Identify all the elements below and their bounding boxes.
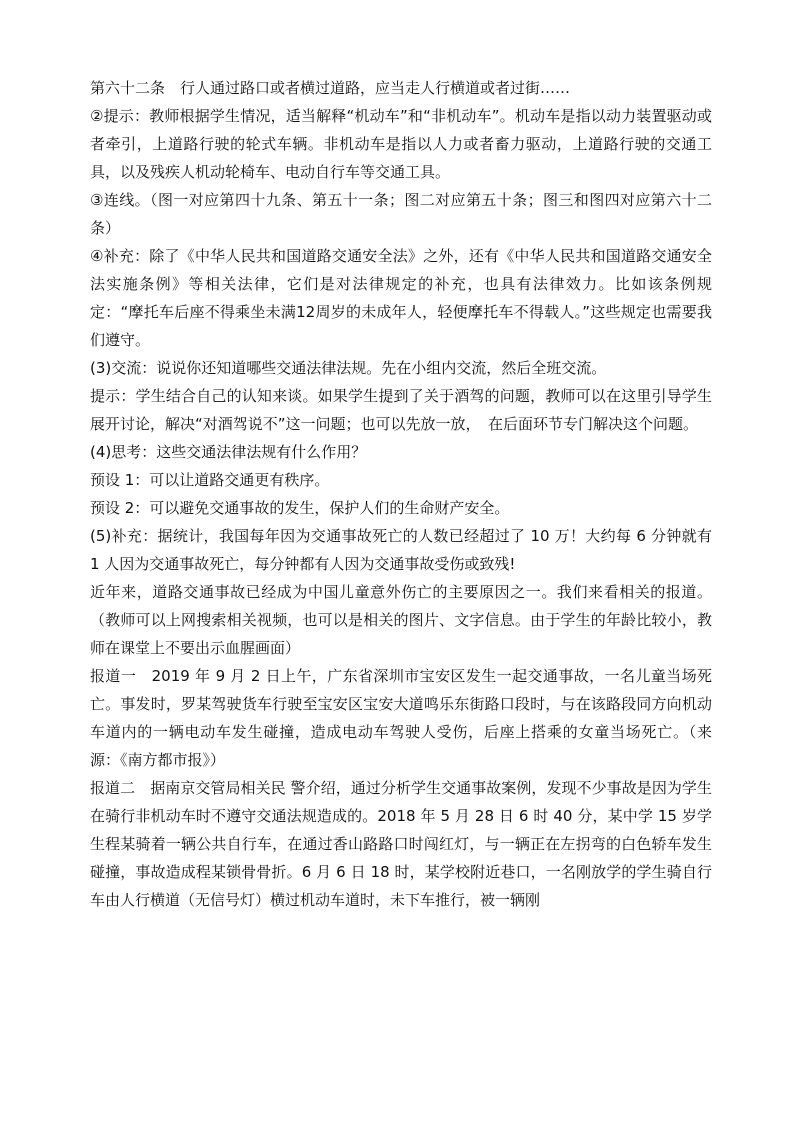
document-page [90, 74, 712, 914]
hint-motor-vehicle: ②提示：教师根据学生情况，适当解释“机动车”和“非机动车”。机动车是指以动力装置驱动或者牵引，上道路行驶的轮式车辆。非机动车是指以人力或者畜力驱动，上道路行驶的交通工具，以及残疾人机动轮椅车、电动自行车等交通工具。 [90, 107, 712, 181]
matching-answer: ③连线。（图一对应第四十九条、第五十一条；图二对应第五十条；图三和图四对应第六十二条） [90, 191, 712, 237]
supplement-regulation: ④补充：除了《中华人民共和国道路交通安全法》之外，还有《中华人民共和国道路交通安全法实施条例》等相关法律，它们是对法律规定的补充，也具有法律效力。比如该条例规定：“摩托车后座不得乘坐未满12周岁的未成年人，轻便摩托车不得载人。”这些规定也需要我们遵守。 [90, 247, 712, 349]
preset-answer-1: 预设 1：可以让道路交通更有秩序。 [90, 471, 330, 489]
report-two: 报道二 据南京交管局相关民 警介绍，通过分析学生交通事故案例，发现不少事故是因为学生在骑行非机动车时不遵守交通法规造成的。2018 年 5 月 28 日 6 时 40 分，某中学 15 岁学生程某骑着一辆公共自行车，在通过香山路路口时闯红灯，与一辆正在左拐弯的白色轿车发生碰撞，事故造成程某锁骨骨折。6 月 6 日 18 时，某学校附近巷口，一名刚放学的学生骑自行车由人行横道（无信号灯）横过机动车道时，未下车推行，被一辆刚 [90, 779, 712, 909]
report-one: 报道一 2019 年 9 月 2 日上午，广东省深圳市宝安区发生一起交通事故，一名儿童当场死亡。事发时，罗某驾驶货车行驶至宝安区宝安大道鸣乐东街路口段时，与在该路段同方向机动车道内的一辆电动车发生碰撞，造成电动车驾驶人受伤，后座上搭乘的女童当场死亡。（来源：《南方都市报》） [90, 667, 712, 769]
thinking-question: (4)思考：这些交通法律法规有什么作用？ [90, 443, 367, 461]
statistics-supplement: (5)补充：据统计，我国每年因为交通事故死亡的人数已经超过了 10 万！大约每 6 分钟就有 1 人因为交通事故死亡，每分钟都有人因为交通事故受伤或致残! [90, 527, 712, 573]
reports-intro: 近年来，道路交通事故已经成为中国儿童意外伤亡的主要原因之一。我们来看相关的报道。（教师可以上网搜索相关视频，也可以是相关的图片、文字信息。由于学生的年龄比较小，教师在课堂上不要出示血腥画面） [90, 583, 712, 657]
discussion-hint: 提示：学生结合自己的认知来谈。如果学生提到了关于酒驾的问题，教师可以在这里引导学生展开讨论，解决“对酒驾说不”这一问题；也可以先放一放， 在后面环节专门解决这个问题。 [90, 387, 712, 433]
article-62-text: 第六十二条 行人通过路口或者横过道路，应当走人行横道或者过街…… [90, 79, 571, 97]
discussion-prompt: (3)交流：说说你还知道哪些交通法律法规。先在小组内交流，然后全班交流。 [90, 359, 607, 377]
preset-answer-2: 预设 2：可以避免交通事故的发生，保护人们的生命财产安全。 [90, 499, 510, 517]
